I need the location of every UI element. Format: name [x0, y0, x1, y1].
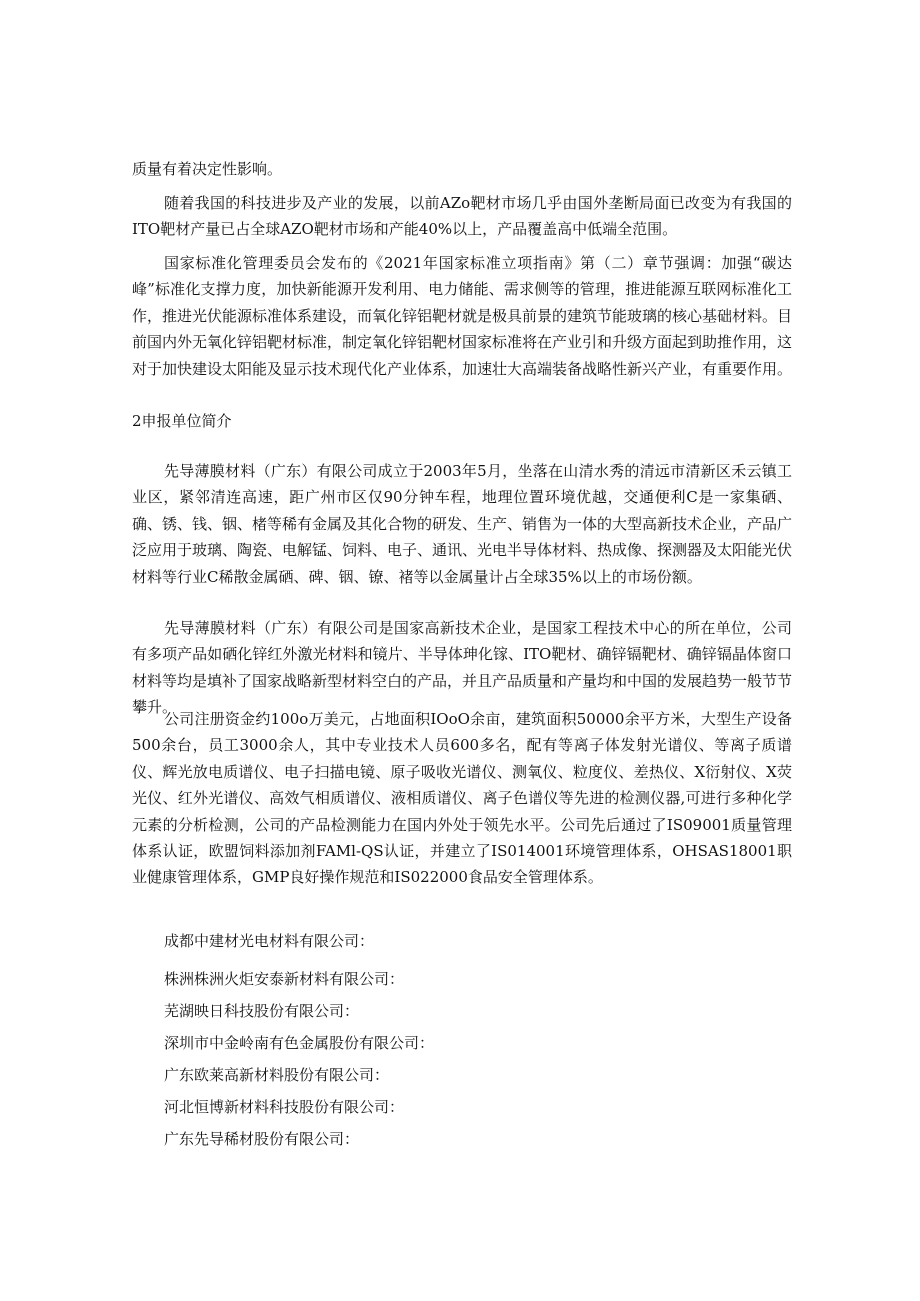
list-item: 深圳市中金岭南有色金属股份有限公司：: [164, 1034, 435, 1052]
list-item: 芜湖映日科技股份有限公司：: [164, 1002, 360, 1020]
paragraph-continuation: 质量有着决定性影响。: [132, 160, 283, 178]
list-item: 广东欧莱高新材料股份有限公司：: [164, 1066, 390, 1084]
list-item: 株洲株洲火炬安泰新材料有限公司：: [164, 970, 405, 988]
list-item: 河北恒博新材料科技股份有限公司：: [164, 1098, 405, 1116]
section-heading: 2申报单位简介: [132, 412, 232, 430]
list-item: 成都中建材光电材料有限公司：: [164, 932, 375, 950]
paragraph-standards: 国家标准化管理委员会发布的《2021年国家标准立项指南》第（二）章节强调：加强“碳达峰”标准化支撑力度，加快新能源开发利用、电力储能、需求侧等的管理，推进能源互联网标准化工作，推进光伏能源标准体系建设，而氧化锌铝靶材就是极具前景的建筑节能玻璃的核心基础材料。目前国内外无氧化锌铝靶材标准，制定氧化锌铝靶材国家标准将在产业引和升级方面起到助推作用，这对于加快建设太阳能及显示技术现代化产业体系，加速壮大高端装备战略性新兴产业，有重要作用。: [132, 254, 793, 378]
paragraph-company-tech: 先导薄膜材料（广东）有限公司是国家高新技术企业，是国家工程技术中心的所在单位，公司有多项产品如硒化锌红外激光材料和镜片、半导体珅化镓、ITO靶材、确锌镉靶材、确锌镉晶体窗口材料等均是填补了国家战略新型材料空白的产品，并且产品质量和产量均和中国的发展趋势一般节节攀升。: [132, 619, 793, 717]
paragraph-company-scale: 公司注册资金约100o万美元，占地面积IOoO余亩，建筑面积50000余平方米，大型生产设备500余台，员工3000余人，其中专业技术人员600多名，配有等离子体发射光谱仪、等离子质谱仪、辉光放电质谱仪、电子扫描电镜、原子吸收光谱仪、测氧仪、粒度仪、差热仪、X衍射仪、X荧光仪、红外光谱仪、高效气相质谱仪、液相质谱仪、离子色谱仪等先进的检测仪器,可进行多种化学元素的分析检测，公司的产品检测能力在国内外处于领先水平。公司先后通过了IS09001质量管理体系认证，欧盟饲料添加剂FAMl-QS认证，并建立了IS014001环境管理体系，OHSAS18001职业健康管理体系，GMP良好操作规范和IS022000食品安全管理体系。: [132, 710, 792, 887]
paragraph-market: 随着我国的科技进步及产业的发展，以前AZo靶材市场几乎由国外垄断局面已改变为有我国的ITO靶材产量已占全球AZO靶材市场和产能40%以上，产品覆盖高中低端全范围。: [132, 194, 792, 239]
paragraph-company-intro: 先导薄膜材料（广东）有限公司成立于2003年5月，坐落在山清水秀的清远市清新区禾云镇工业区，紧邻清连高速，距广州市区仅90分钟车程，地理位置环境优越，交通便利C是一家集硒、确、锈、钱、铟、楮等稀有金属及其化合物的研发、生产、销售为一体的大型高新技术企业，产品广泛应用于玻璃、陶瓷、电解锰、饲料、电子、通讯、光电半导体材料、热成像、探测器及太阳能光伏材料等行业C稀散金属硒、碑、铟、镣、褚等以金属量计占全球35%以上的市场份额。: [132, 462, 793, 586]
list-item: 广东先导稀材股份有限公司：: [164, 1130, 360, 1148]
